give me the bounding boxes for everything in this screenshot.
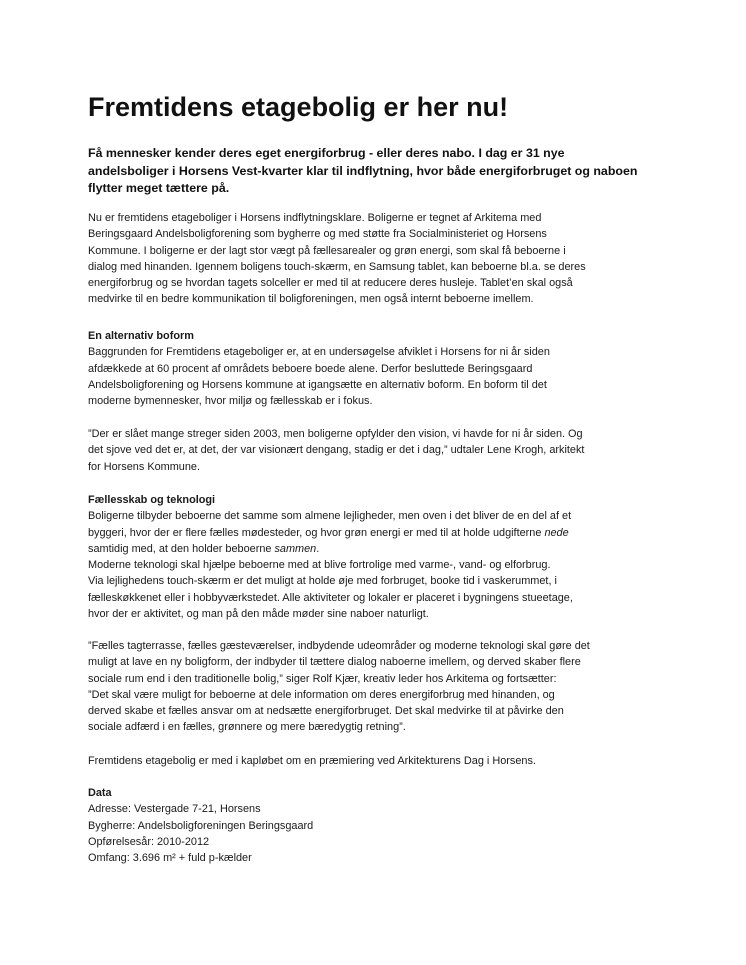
data-line: Adresse: Vestergade 7-21, Horsens [88,803,261,816]
text-line: Kommune. I boligerne er der lagt stor vægt på fællesarealer og grøn energi, som skal få beboerne i [88,244,566,257]
text-line: dialog med hinanden. Igennem boligens touch-skærm, en Samsung tablet, kan beboerne bl.a. se deres [88,260,586,273]
text-line [88,541,573,557]
text-line: muligt at lave en ny boligform, der indbyder til tættere dialog naboerne imellem, og derved skaber flere [88,656,581,669]
text-line: energiforbrug og se hvordan tagets solceller er med til at reducere deres husleje. Tablet’en skal også [88,277,573,289]
section-alternativ-boform [88,328,550,409]
text-line: medvirke til en bedre kommunikation til boligforeningen, men også internt beboerne imellem. [88,293,534,306]
text-line: Via lejlighedens touch-skærm er det muligt at holde øje med forbruget, booke tid i vaskerummet, i [88,575,557,588]
lead-line: flytter meget tættere på. [88,181,230,195]
data-line: Omfang: 3.696 m² + fuld p-kælder [88,852,252,864]
text-line: ”Der er slået mange streger siden 2003, men boligerne opfylder den vision, vi havde for ni år siden. Og [88,428,583,440]
text-run: byggeri, hvor der er flere fælles mødesteder, og hvor grøn energi er med til at holde udgifterne [88,526,545,539]
text-line: Moderne teknologi skal hjælpe beboerne med at blive fortrolige med varme-, vand- og elforbrug. [88,559,551,571]
text-line: fælleskøkkenet eller i hobbyværkstedet. Alle aktiviteter og lokaler er placeret i bygningens stueetage, [88,591,573,604]
data-line: Opførelsesår: 2010-2012 [88,835,210,848]
text-line: for Horsens Kommune. [88,460,200,473]
text-line: derved skabe et fælles ansvar om at nedsætte energiforbruget. Det skal medvirke til at påvirke den [88,705,564,717]
lead-line: Få mennesker kender deres eget energiforbrug - eller deres nabo. I dag er 31 nye [88,146,565,160]
data-section [88,785,313,866]
section-heading: Fællesskab og teknologi [88,494,216,506]
quote-paragraph [88,638,590,736]
text-line: moderne bymennesker, hvor miljø og fællesskab er i fokus. [88,395,373,407]
text-line: sociale adfærd i en fælles, grønnere og mere bæredygtig retning”. [88,721,406,734]
quote-paragraph [88,426,584,475]
section-heading: En alternativ boform [88,330,194,342]
section-heading: Data [88,787,112,799]
page-title: Fremtidens etagebolig er her nu! [88,92,509,122]
text-run: samtidig med, at den holder beboerne [88,542,275,555]
text-line: ”Det skal være muligt for beboerne at dele information om deres energiforbrug med hinanden, og [88,688,555,701]
text-line: ”Fælles tagterrasse, fælles gæsteværelser, indbydende udeområder og moderne teknologi skal gøre det [88,640,590,652]
text-run: . [316,542,320,555]
lead-line: andelsboliger i Horsens Vest-kvarter klar til indflytning, hvor både energiforbruget og naboen [88,163,638,178]
text-line: Boligerne tilbyder beboerne det samme som almene lejligheder, men oven i det bliver de en del af et [88,510,572,523]
text-line: afdækkede at 60 procent af områdets beboere boede alene. Derfor besluttede Beringsgaard [88,362,533,375]
text-line: hvor der er aktivitet, og man på den måde møder sine naboer naturligt. [88,607,429,620]
emphasis-sammen: sammen [274,542,317,555]
intro-paragraph [88,210,586,308]
lead-paragraph [88,145,637,198]
text-line: sociale rum end i den traditionelle bolig,” siger Rolf Kjær, kreativ leder hos Arkitema og fortsætter: [88,672,557,685]
text-line: Andelsboligforening og Horsens kommune at igangsætte en alternativ boform. En boform til det [88,378,547,391]
text-line: Beringsgaard Andelsboligforening som bygherre og med støtte fra Socialministeriet og Horsens [88,228,547,241]
text-line: det sjove ved det er, at det, der var visionært dengang, stadig er det i dag,” udtaler Lene Krogh, arkitekt [88,444,585,457]
text-line [88,525,573,541]
closing-paragraph [88,753,536,769]
section-faellesskab-teknologi [88,492,573,622]
text-line: Baggrunden for Fremtidens etageboliger er, at en undersøgelse afviklet i Horsens for ni år siden [88,346,550,359]
text-line: Fremtidens etagebolig er med i kapløbet om en præmiering ved Arkitekturens Dag i Horsens. [88,755,536,767]
text-line: Nu er fremtidens etageboliger i Horsens indflytningsklare. Boligerne er tegnet af Arkitema med [88,212,542,224]
data-line: Bygherre: Andelsboligforeningen Beringsgaard [88,819,314,832]
emphasis-nede: nede [544,526,569,539]
